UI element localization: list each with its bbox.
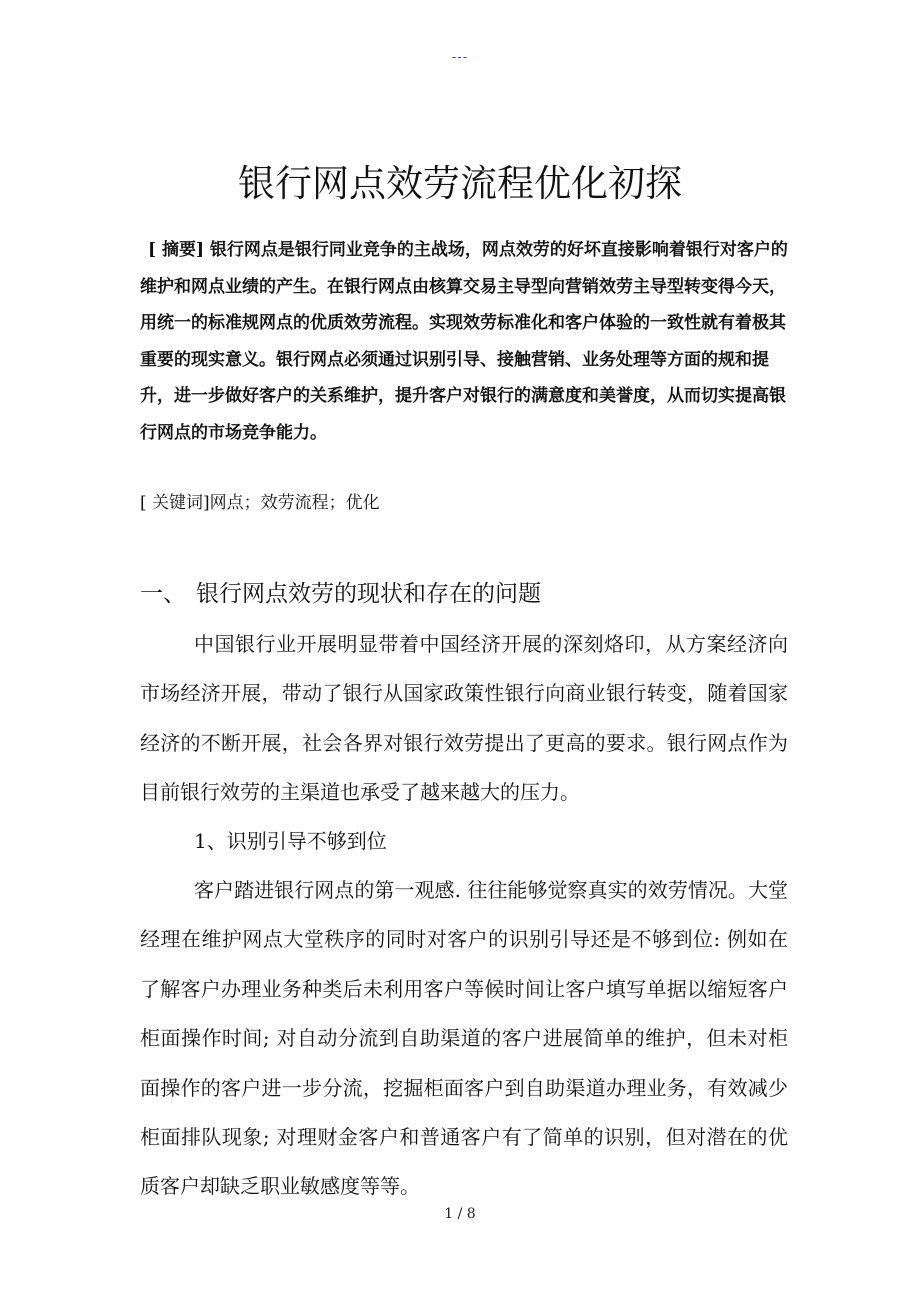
section-1-number: 一、 bbox=[140, 581, 186, 607]
keywords-line bbox=[140, 485, 788, 521]
section-1-heading bbox=[140, 574, 788, 614]
section-1-paragraph-2: 客户踏进银行网点的第一观感. 往往能够觉察真实的效劳情况。大堂经理在维护网点大堂秩序的同时对客户的识别引导还是不够到位: 例如在了解客户办理业务种类后未利用客户等候时间让客户填写单据以缩短客户柜面操作时间; 对自动分流到自助渠道的客户进展简单的维护，但未对柜面操作的客户进一步分流，挖掘柜面客户到自助渠道办理业务，有效减少柜面排队现象; 对理财金客户和普通客户有了简单的识别，但对潜在的优质客户却缺乏职业敏感度等等。 bbox=[140, 878, 788, 1199]
keywords-text: 网点；效劳流程；优化 bbox=[209, 493, 380, 513]
section-1-subheading: 1、识别引导不够到位 bbox=[194, 829, 387, 853]
document-title: 银行网点效劳流程优化初探 bbox=[238, 162, 682, 205]
abstract-paragraph: [ 摘要] 银行网点是银行同业竞争的主战场，网点效劳的好坏直接影响着银行对客户的维护和网点业绩的产生。在银行网点由核算交易主导型向营销效劳主导型转变得今天，用统一的标准规网点的优质效劳流程。实现效劳标准化和客户体验的一致性就有着极其重要的现实意义。银行网点必须通过识别引导、接触营销、业务处理等方面的规和提升，进一步做好客户的关系维护，提升客户对银行的满意度和美誉度，从而切实提高银行网点的市场竞争能力。 bbox=[140, 240, 788, 443]
section-1-paragraph-1: 中国银行业开展明显带着中国经济开展的深刻烙印，从方案经济向市场经济开展，带动了银行从国家政策性银行向商业银行转变，随着国家经济的不断开展，社会各界对银行效劳提出了更高的要求。银行网点作为目前银行效劳的主渠道也承受了越来越大的压力。 bbox=[140, 632, 788, 805]
header-mark: --- bbox=[451, 50, 469, 65]
page-number: 1 / 8 bbox=[444, 1206, 476, 1222]
section-1-title: 银行网点效劳的现状和存在的问题 bbox=[196, 581, 541, 607]
keywords-label: [ 关键词] bbox=[140, 493, 210, 513]
